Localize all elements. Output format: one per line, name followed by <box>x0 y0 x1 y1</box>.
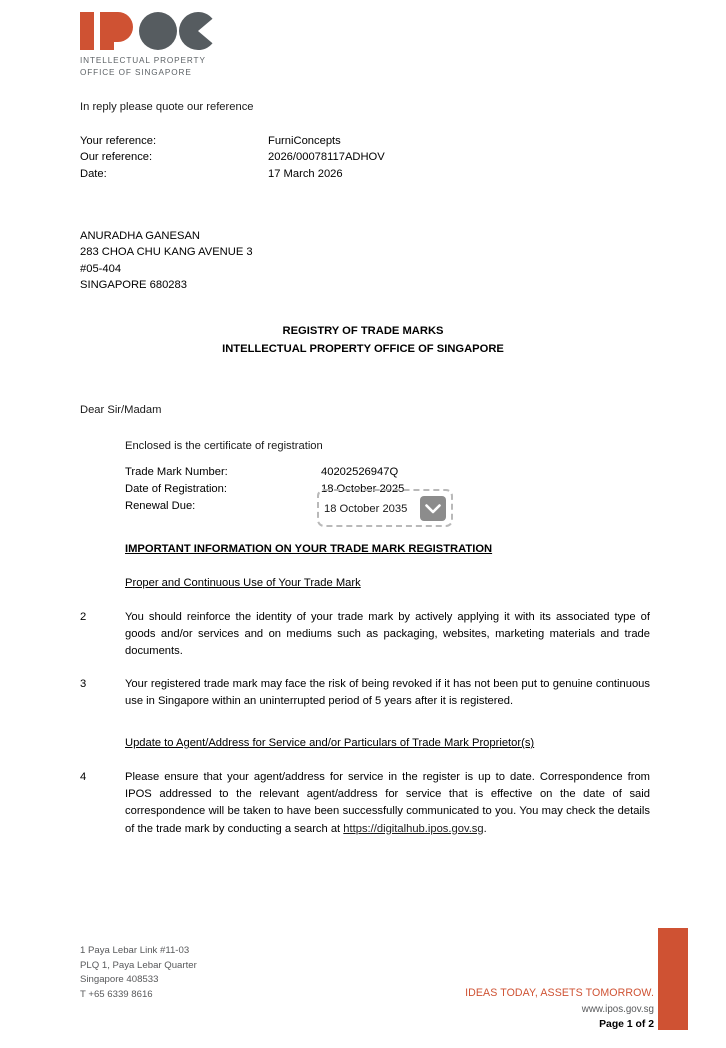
footer-accent-bar <box>658 928 688 1030</box>
footer-address-line1: 1 Paya Lebar Link #11-03 <box>80 945 190 956</box>
footer-page-number: Page 1 of 2 <box>599 1019 654 1031</box>
paragraph-2-number: 2 <box>80 611 87 623</box>
reference-intro: In reply please quote our reference <box>80 101 254 113</box>
paragraph-4-text <box>125 769 650 838</box>
date-label: Date: <box>80 167 107 180</box>
footer-address <box>80 944 197 1002</box>
paragraph-3-number: 3 <box>80 678 87 690</box>
reference-table <box>80 133 385 182</box>
renewal-due-dropdown-toggle[interactable] <box>420 496 446 521</box>
trade-mark-number-label: Trade Mark Number: <box>125 466 228 478</box>
footer-right-block <box>465 986 654 1033</box>
date-of-registration-label: Date of Registration: <box>125 482 227 495</box>
footer-tagline: IDEAS TODAY, ASSETS TOMORROW. <box>465 987 654 999</box>
ipos-logo-mark <box>80 10 213 52</box>
renewal-due-dropdown[interactable] <box>317 489 453 527</box>
footer-address-line2: PLQ 1, Paya Lebar Quarter <box>80 959 197 971</box>
addressee-unit: #05-404 <box>80 262 122 275</box>
heading-update-agent-address: Update to Agent/Address for Service and/or Particulars of Trade Mark Proprietor(s) <box>125 737 535 749</box>
registry-heading: REGISTRY OF TRADE MARKS <box>282 325 444 337</box>
logo-subtitle-line1: INTELLECTUAL PROPERTY <box>80 56 206 65</box>
renewal-due-selected-value: 18 October 2035 <box>324 503 408 515</box>
enclosed-line: Enclosed is the certificate of registration <box>125 440 323 452</box>
footer-address-line3: Singapore 408533 <box>80 974 159 986</box>
table-row <box>125 464 404 481</box>
paragraph-2-text: You should reinforce the identity of your trade mark by actively applying it with its associated type of goods and/or services and on mediums such as packaging, websites, marketing materials and trade documents. <box>125 611 650 658</box>
logo-subtitle-line2: OFFICE OF SINGAPORE <box>80 67 192 77</box>
date-value: 17 March 2026 <box>268 167 343 180</box>
table-row <box>80 133 385 149</box>
office-heading: INTELLECTUAL PROPERTY OFFICE OF SINGAPORE <box>222 343 504 355</box>
trade-mark-number-value: 40202526947Q <box>321 466 399 478</box>
paragraph-4-text-before-link: Please ensure that your agent/address for service in the register is up to date. Correspondence from IPOS addressed to the relevant agent/address for service that is effective on the date of said correspondence will be taken to have been successfully communicated to you. You may check the details of the trade mark by conducting a search at <box>125 771 650 835</box>
paragraph-3 <box>80 676 650 710</box>
renewal-due-label: Renewal Due: <box>125 499 196 512</box>
ipos-logo <box>80 10 320 78</box>
paragraph-4-text-after-link: . <box>483 822 487 835</box>
date-of-registration-value: 18 October 2025 <box>321 482 405 495</box>
addressee-block <box>80 228 253 294</box>
paragraph-2 <box>80 609 650 661</box>
table-row <box>80 149 385 165</box>
heading-proper-continuous-use: Proper and Continuous Use of Your Trade Mark <box>125 577 361 589</box>
addressee-street: 283 CHOA CHU KANG AVENUE 3 <box>80 246 253 259</box>
heading-important-information: IMPORTANT INFORMATION ON YOUR TRADE MARK REGISTRATION <box>125 543 493 555</box>
salutation: Dear Sir/Madam <box>80 404 162 416</box>
footer-address-phone: T +65 6339 8616 <box>80 988 153 1000</box>
addressee-postal: SINGAPORE 680283 <box>80 279 187 292</box>
addressee-name: ANURADHA GANESAN <box>80 230 200 242</box>
digitalhub-link[interactable]: https://digitalhub.ipos.gov.sg <box>343 822 484 835</box>
our-reference-label: Our reference: <box>80 151 153 164</box>
paragraph-4 <box>80 769 650 838</box>
chevron-down-icon <box>425 504 441 514</box>
your-reference-value: FurniConcepts <box>268 135 341 147</box>
paragraph-4-number: 4 <box>80 771 87 783</box>
your-reference-label: Your reference: <box>80 135 157 147</box>
logo-subtitle <box>80 55 320 78</box>
our-reference-value: 2026/00078117ADHOV <box>268 151 385 164</box>
paragraph-3-text: Your registered trade mark may face the risk of being revoked if it has not been put to genuine continuous use in Singapore within an uninterrupted period of 5 years after it is registered. <box>125 678 650 708</box>
table-row <box>80 166 385 182</box>
footer-website: www.ipos.gov.sg <box>581 1003 654 1015</box>
